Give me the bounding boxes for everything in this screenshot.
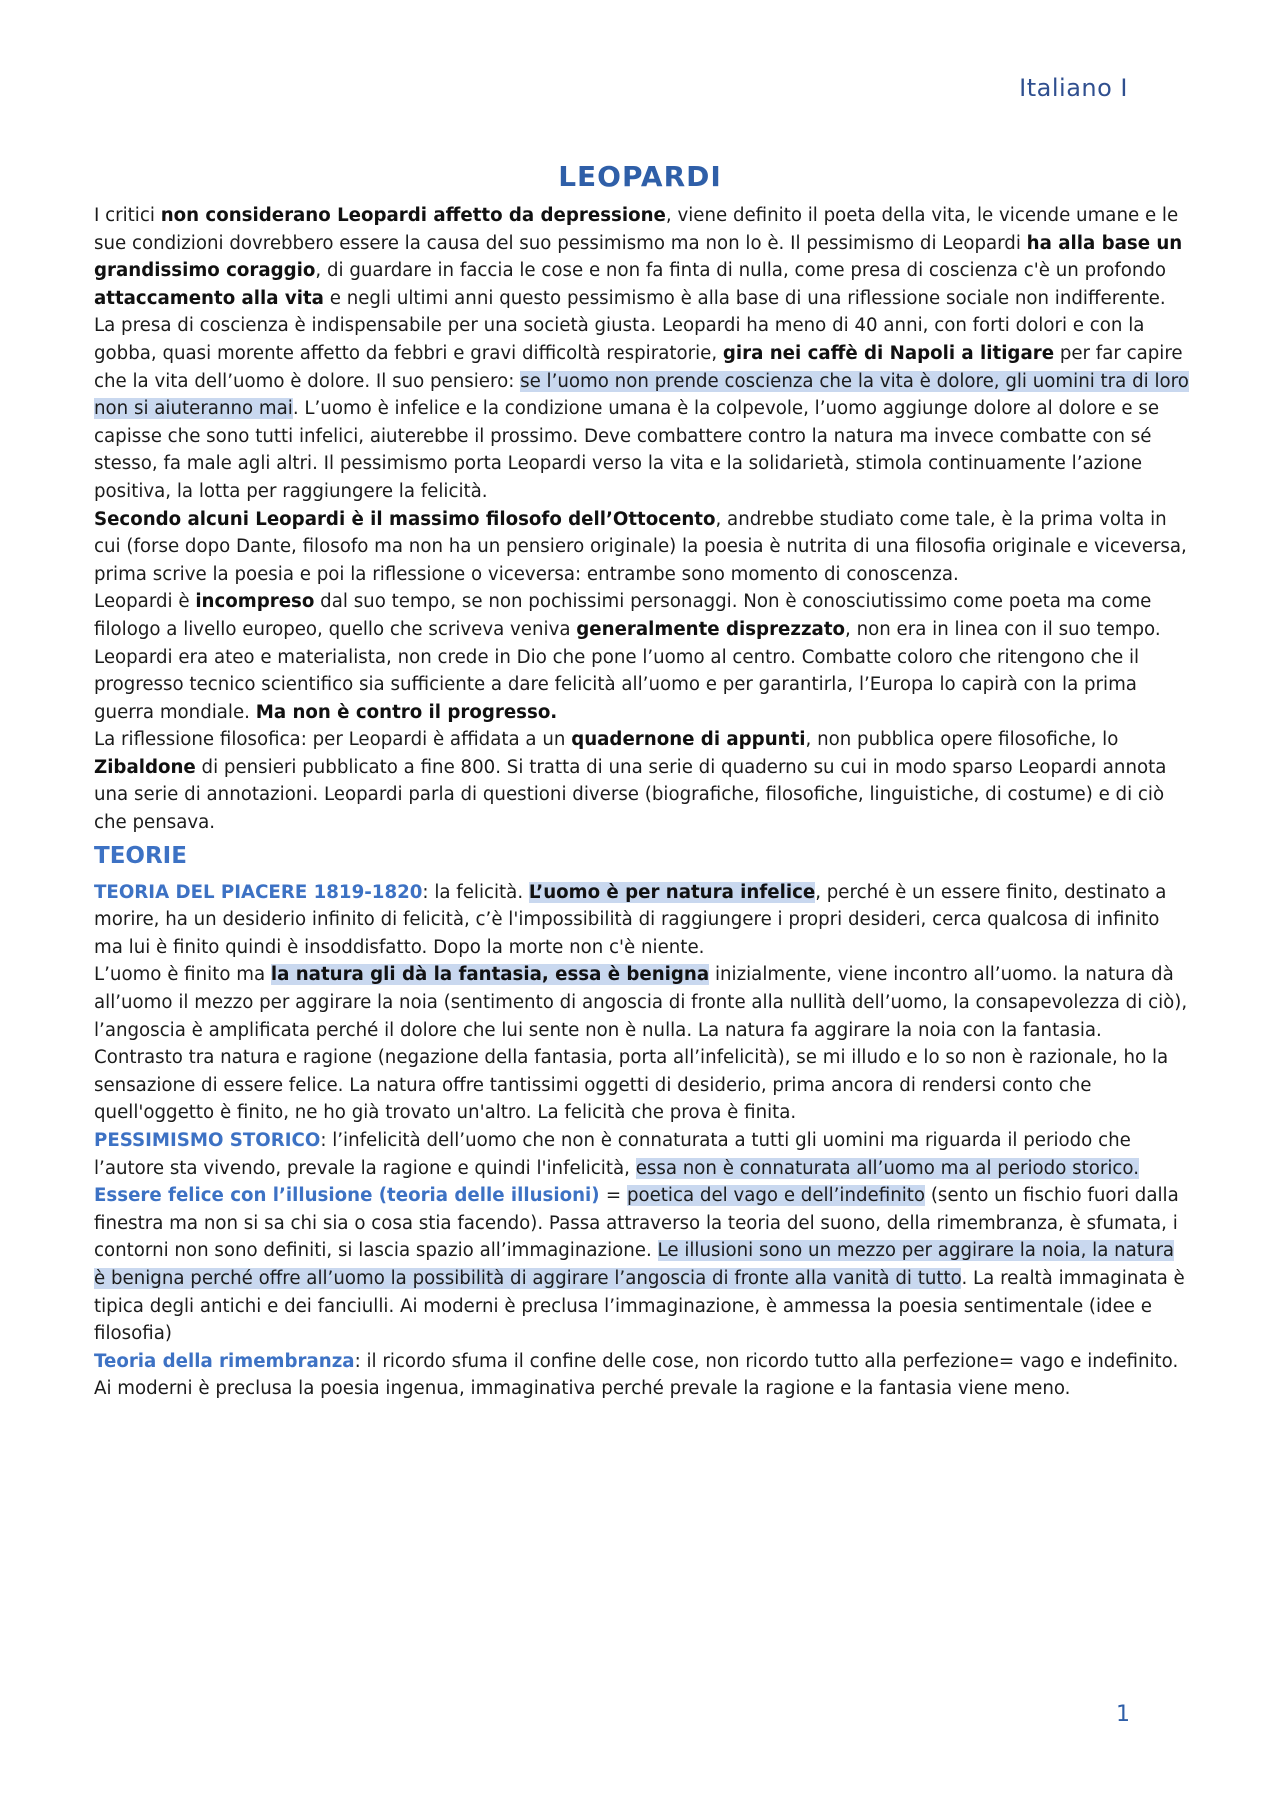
theory-historical-pessimism: PESSIMISMO STORICO: l’infelicità dell’uomo che non è connaturata a tutti gli uomini ma riguarda il periodo che l’autore sta vivendo, prevale la ragione e quindi l'infelicità, essa non è connaturata all’uomo ma al periodo storico. bbox=[94, 1130, 1139, 1179]
page-title: LEOPARDI bbox=[558, 160, 722, 193]
theory-label: Essere felice con l’illusione (teoria delle illusioni) bbox=[94, 1185, 606, 1207]
highlight: la natura gli dà la fantasia, essa è benigna bbox=[270, 964, 710, 986]
paragraph-philosopher: Secondo alcuni Leopardi è il massimo filosofo dell’Ottocento, andrebbe studiato come tale, è la prima volta in cui (forse dopo Dante, filosofo ma non ha un pensiero originale) la poesia è nutrita di una filosofia originale e viceversa, prima scrive la poesia e poi la riflessione o viceversa: entrambe sono momento di conoscenza. bbox=[94, 508, 1187, 585]
paragraph-intro: I critici non considerano Leopardi affetto da depressione, viene definito il poeta della vita, le vicende umane e le sue condizioni dovrebbero essere la causa del suo pessimismo ma non lo è. Il pessimismo di Leopardi ha alla base un grandissimo coraggio, di guardare in faccia le cose e non fa finta di nulla, come presa di coscienza c'è un profondo attaccamento alla vita e negli ultimi anni questo pessimismo è alla base di una riflessione sociale non indifferente. La presa di coscienza è indispensabile per una società giusta. Leopardi ha meno di 40 anni, con forti dolori e con la gobba, quasi morente affetto da febbri e gravi difficoltà respiratorie, gira nei caffè di Napoli a litigare per far capire che la vita dell’uomo è dolore. Il suo pensiero: se l’uomo non prende coscienza che la vita è dolore, gli uomini tra di loro non si aiuteranno mai. L’uomo è infelice e la condizione umana è la colpevole, l’uomo aggiunge dolore al dolore e se capisse che sono tutti infelici, aiuterebbe il prossimo. Deve combattere contro la natura ma invece combatte con sé stesso, fa male agli altri. Il pessimismo porta Leopardi verso la vita e la solidarietà, stimola continuamente l’azione positiva, la lotta per raggiungere la felicità. bbox=[94, 205, 1189, 502]
highlight: poetica del vago e dell’indefinito bbox=[626, 1185, 926, 1207]
highlight: L’uomo è per natura infelice bbox=[528, 881, 816, 903]
theory-label: Teoria della rimembranza bbox=[94, 1350, 355, 1372]
theory-label: PESSIMISMO STORICO bbox=[94, 1130, 321, 1151]
highlight: essa non è connaturata all’uomo ma al periodo storico. bbox=[635, 1157, 1139, 1179]
paragraph-nature: L’uomo è finito ma la natura gli dà la fantasia, essa è benigna inizialmente, viene incontro all’uomo. la natura dà all’uomo il mezzo per aggirare la noia (sentimento di angoscia di fronte alla nullità dell’uomo, la consapevolezza di ciò), l’angoscia è amplificata perché il dolore che lui sente non è nulla. La natura fa aggirare la noia con la fantasia. Contrasto tra natura e ragione (negazione della fantasia, porta all’infelicità), se mi illudo e lo so non è razionale, ho la sensazione di essere felice. La natura offre tantissimi oggetti di desiderio, prima ancora di rendersi conto che quell'oggetto è finito, ne ho già trovato un'altro. La felicità che prova è finita. bbox=[94, 964, 1188, 1124]
section-heading-teorie: TEORIE bbox=[94, 842, 187, 869]
highlight: se l’uomo non prende coscienza che la vita è dolore, gli uomini tra di loro non si aiuteranno mai bbox=[94, 370, 1189, 420]
theory-remembrance: Teoria della rimembranza: il ricordo sfuma il confine delle cose, non ricordo tutto alla perfezione= vago e indefinito. Ai moderni è preclusa la poesia ingenua, immaginativa perché prevale la ragione e la fantasia viene meno. bbox=[94, 1350, 1179, 1400]
paragraph-misunderstood: Leopardi è incompreso dal suo tempo, se non pochissimi personaggi. Non è conosciutissimo come poeta ma come filologo a livello europeo, quello che scriveva veniva generalmente disprezzato, non era in linea con il suo tempo. Leopardi era ateo e materialista, non crede in Dio che pone l’uomo al centro. Combatte coloro che ritengono che il progresso tecnico scientifico sia sufficiente a dare felicità all’uomo e per garantirla, l’Europa lo capirà con la prima guerra mondiale. Ma non è contro il progresso. bbox=[94, 591, 1161, 723]
notes-body bbox=[94, 202, 1190, 1403]
theory-illusions: Essere felice con l’illusione (teoria delle illusioni) = poetica del vago e dell’indefinito (sento un fischio fuori dalla finestra ma non si sa chi sia o cosa stia facendo). Passa attraverso la teoria del suono, della rimembranza, è sfumata, i contorni non sono definiti, si lascia spazio all’immaginazione. Le illusioni sono un mezzo per aggirare la noia, la natura è benigna perché offre all’uomo la possibilità di aggirare l’angoscia di fronte alla vanità di tutto. La realtà immaginata è tipica degli antichi e dei fanciulli. Ai moderni è preclusa l’immaginazione, è ammessa la poesia sentimentale (idee e filosofia) bbox=[94, 1185, 1185, 1345]
subject-header: Italiano I bbox=[1019, 74, 1128, 102]
page-number: 1 bbox=[1116, 1702, 1130, 1727]
paragraph-zibaldone: La riflessione filosofica: per Leopardi è affidata a un quadernone di appunti, non pubblica opere filosofiche, lo Zibaldone di pensieri pubblicato a fine 800. Si tratta di una serie di quaderno su cui in modo sparso Leopardi annota una serie di annotazioni. Leopardi parla di questioni diverse (biografiche, filosofiche, linguistiche, di costume) e di ciò che pensava. bbox=[94, 729, 1167, 834]
theory-pleasure: TEORIA DEL PIACERE 1819-1820: la felicità. L’uomo è per natura infelice, perché è un essere finito, destinato a morire, ha un desiderio infinito di felicità, c’è l'impossibilità di raggiungere i propri desideri, cerca qualcosa di infinito ma lui è finito quindi è insoddisfatto. Dopo la morte non c'è niente. bbox=[94, 881, 1167, 958]
highlight: Le illusioni sono un mezzo per aggirare la noia, la natura è benigna perché offre all’uomo la possibilità di aggirare l’angoscia di fronte alla vanità di tutto bbox=[94, 1240, 1175, 1289]
theory-label: TEORIA DEL PIACERE 1819-1820 bbox=[94, 881, 423, 903]
